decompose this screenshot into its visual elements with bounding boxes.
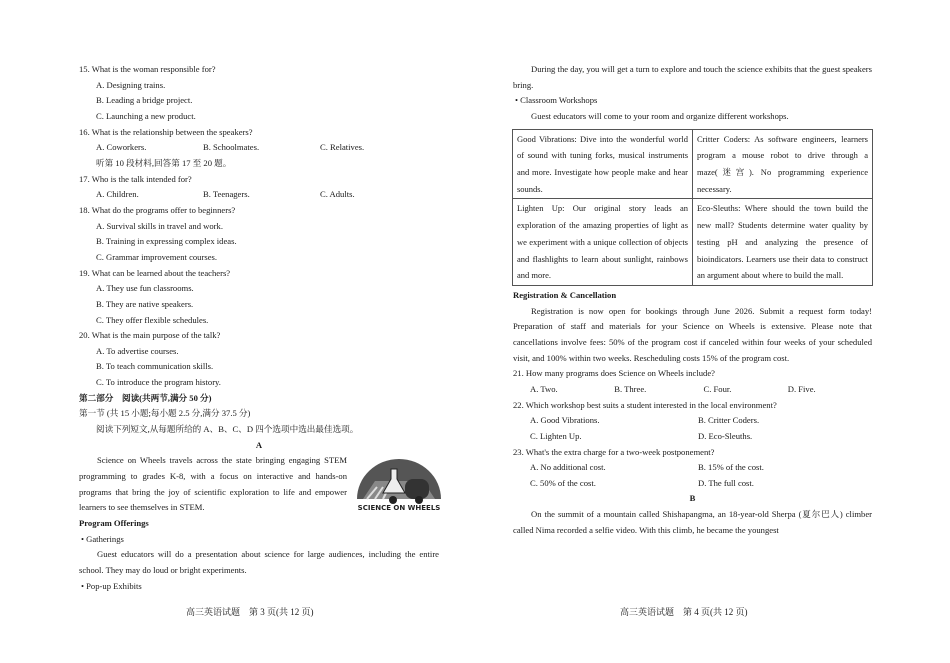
question-22-stem: 22. Which workshop best suits a student interested in the local environment? <box>513 399 777 410</box>
section-1-instruction: 阅读下列短文,从每题所给的 A、B、C、D 四个选项中选出最佳选项。 <box>96 424 359 435</box>
question-16-stem: 16. What is the relationship between the speakers? <box>79 126 253 137</box>
question-17-option-a: A. Children. <box>96 189 139 200</box>
passage-b-text: On the summit of a mountain called Shishapangma, an 18-year-old Sherpa (夏尔巴人) climber called Nima recorded a selfie video. With this climb, he became the youngest <box>513 509 872 535</box>
question-21-options <box>513 382 872 398</box>
right-page-footer: 高三英语试题 第 4 页(共 12 页) <box>620 607 748 617</box>
question-17-option-b: B. Teenagers. <box>203 189 250 200</box>
question-22-option-d: D. Eco-Sleuths. <box>698 430 753 441</box>
question-17-stem: 17. Who is the talk intended for? <box>79 173 192 184</box>
section-1-title: 第一节 (共 15 小题;每小题 2.5 分,满分 37.5 分) <box>79 408 251 419</box>
passage-b-label: B <box>689 493 696 504</box>
question-18-stem: 18. What do the programs offer to beginners? <box>79 204 236 215</box>
workshop-eco-sleuths: Eco-Sleuths: Where should the town build the new mall? Students determine water quality by testing pH and analyzing the presence of bioindicators. Learners use their data to construct an argument about where to build the mall. <box>693 199 873 286</box>
question-16-option-b: B. Schoolmates. <box>203 142 260 153</box>
question-23-option-c: C. 50% of the cost. <box>530 477 596 488</box>
question-21-option-c: C. Four. <box>703 383 732 394</box>
question-20-option-c: C. To introduce the program history. <box>96 377 221 388</box>
listening-instruction: 听第 10 段材料,回答第 17 至 20 题。 <box>96 157 232 168</box>
question-15-option-b: B. Leading a bridge project. <box>96 95 193 106</box>
gatherings-bullet: • Gatherings <box>81 533 124 544</box>
question-19-stem: 19. What can be learned about the teachers? <box>79 267 231 278</box>
question-23-stem: 23. What's the extra charge for a two-week postponement? <box>513 446 715 457</box>
question-15-stem: 15. What is the woman responsible for? <box>79 64 216 74</box>
question-17-options <box>79 187 439 203</box>
question-15-option-c: C. Launching a new product. <box>96 110 196 121</box>
question-21-stem: 21. How many programs does Science on Wheels include? <box>513 368 715 379</box>
question-22-options-row1 <box>513 413 872 429</box>
question-18-option-b: B. Training in expressing complex ideas. <box>96 236 237 247</box>
gatherings-text: Guest educators will do a presentation about science for large audiences, including the entire school. They may do loud or bright experiments. <box>79 549 439 575</box>
question-20-option-b: B. To teach communication skills. <box>96 361 214 372</box>
question-19-option-c: C. They offer flexible schedules. <box>96 314 209 325</box>
logo-text: SCIENCE ON WHEELS <box>357 504 441 512</box>
question-21-option-b: B. Three. <box>614 383 647 394</box>
question-23-options-row1 <box>513 460 872 476</box>
passage-a-intro: Science on Wheels travels across the state bringing engaging STEM programming to grades K-8, with a focus on interactive and hands-on programs that bring the joy of scientific exploration to life and empower learners to see themselves in STEM. <box>79 455 347 513</box>
right-page-column <box>513 62 872 538</box>
workshop-good-vibrations: Good Vibrations: Dive into the wonderful world of sound with tuning forks, musical instruments and more. Investigate how people make and hear sounds. <box>513 129 693 199</box>
question-22-option-c: C. Lighten Up. <box>530 430 582 441</box>
question-21-option-a: A. Two. <box>530 383 558 394</box>
classroom-workshops-bullet: • Classroom Workshops <box>515 95 598 106</box>
science-on-wheels-logo <box>353 459 445 511</box>
question-20-stem: 20. What is the main purpose of the talk? <box>79 330 221 341</box>
question-23-options-row2 <box>513 476 872 492</box>
workshops-table <box>512 129 873 286</box>
popup-exhibits-bullet: • Pop-up Exhibits <box>81 580 142 591</box>
question-22-option-a: A. Good Vibrations. <box>530 415 600 426</box>
question-19-option-a: A. They use fun classrooms. <box>96 283 194 294</box>
registration-heading: Registration & Cancellation <box>513 289 617 300</box>
question-22-options-row2 <box>513 429 872 445</box>
question-23-option-a: A. No additional cost. <box>530 462 606 473</box>
question-20-option-a: A. To advertise courses. <box>96 345 179 356</box>
question-16-options <box>79 140 439 156</box>
registration-text: Registration is now open for bookings through June 2026. Submit a request form today! Preparation of staff and materials for your Science on Wheels is extensive. Please note that cancellations involve fees: 50% of the program cost if canceled within four weeks of your scheduled visit, and 100% within two weeks. Rescheduling costs 15% of the program cost. <box>513 305 872 363</box>
question-16-option-a: A. Coworkers. <box>96 142 147 153</box>
question-18-option-a: A. Survival skills in travel and work. <box>96 220 223 231</box>
question-19-option-b: B. They are native speakers. <box>96 298 194 309</box>
question-18-option-c: C. Grammar improvement courses. <box>96 251 217 262</box>
question-21-option-d: D. Five. <box>787 383 816 394</box>
workshop-critter-coders: Critter Coders: As software engineers, learners program a mouse robot to drive through a maze(迷宫). No programming experience necessary. <box>693 129 873 199</box>
question-16-option-c: C. Relatives. <box>320 142 365 153</box>
question-15-option-a: A. Designing trains. <box>96 79 166 90</box>
left-page-footer: 高三英语试题 第 3 页(共 12 页) <box>186 607 314 617</box>
question-17-option-c: C. Adults. <box>320 189 355 200</box>
question-23-option-b: B. 15% of the cost. <box>698 462 764 473</box>
part-2-title: 第二部分 阅读(共两节,满分 50 分) <box>79 392 212 403</box>
passage-a-label: A <box>255 439 263 450</box>
question-22-option-b: B. Critter Coders. <box>698 415 760 426</box>
question-23-option-d: D. The full cost. <box>698 477 754 488</box>
left-page-column <box>79 62 439 594</box>
classroom-workshops-text: Guest educators will come to your room and organize different workshops. <box>531 110 789 121</box>
workshop-lighten-up: Lighten Up: Our original story leads an exploration of the amazing properties of light as we experiment with a unique collection of objects and flashlights to learn about sunlight, rainbows and more. <box>513 199 693 286</box>
popup-exhibits-text: During the day, you will get a turn to explore and touch the science exhibits that the guest speakers bring. <box>513 64 872 90</box>
program-offerings-heading: Program Offerings <box>79 518 149 529</box>
